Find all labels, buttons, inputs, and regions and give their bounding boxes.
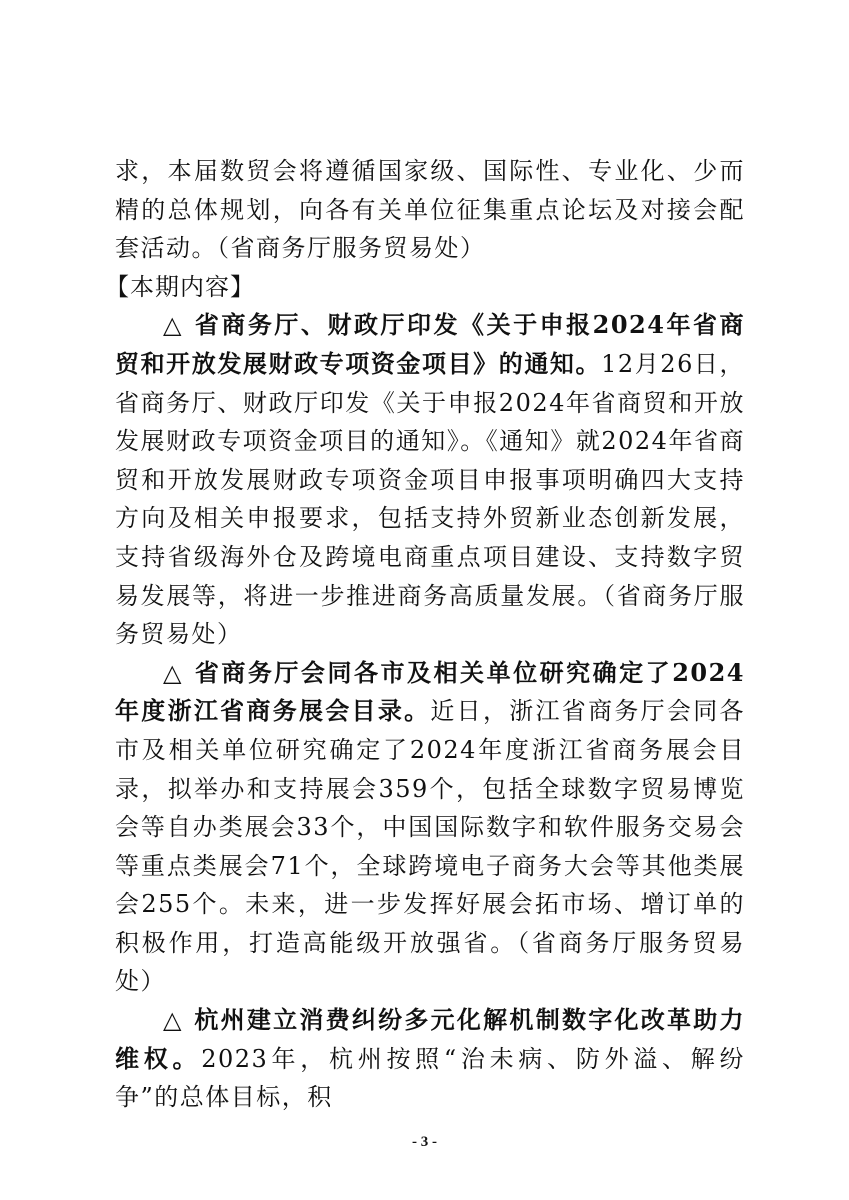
section-heading: 【本期内容】 xyxy=(105,272,255,301)
news-item-body: 2023年，杭州按照“治未病、防外溢、解纷争”的总体目标，积 xyxy=(115,1044,745,1112)
news-item xyxy=(115,306,745,653)
page-number: - 3 - xyxy=(412,1134,437,1150)
news-item-body: 12月26日，省商务厅、财政厅印发《关于申报2024年省商贸和开放发展财政专项资金项目的通知》。《通知》就2024年省商贸和开放发展财政专项资金项目申报事项明确四大支持方向及相关申报要求，包括支持外贸新业态创新发展，支持省级海外仓及跨境电商重点项目建设、支持数字贸易发展等，将进一步推进商务高质量发展。（省商务厅服务贸易处） xyxy=(115,349,746,649)
news-item xyxy=(115,654,745,1001)
news-item xyxy=(115,1001,745,1117)
document-body xyxy=(105,152,746,1117)
news-item-title: △ 省商务厅会同各市及相关单位研究确定了2024年度浙江省商务展会目录。 xyxy=(115,657,745,726)
news-item-title: △ 省商务厅、财政厅印发《关于申报2024年省商贸和开放发展财政专项资金项目》的通知。 xyxy=(115,310,745,378)
news-item-title: △ 杭州建立消费纠纷多元化解机制数字化改革助力维权。 xyxy=(115,1005,745,1073)
news-item-body: 近日，浙江省商务厅会同各市及相关单位研究确定了2024年度浙江省商务展会目录，拟举办和支持展会359个，包括全球数字贸易博览会等自办类展会33个，中国国际数字和软件服务交易会等重点类展会71个，全球跨境电子商务大会等其他类展会255个。未来，进一步发挥好展会拓市场、增订单的积极作用，打造高能级开放强省。（省商务厅服务贸易处） xyxy=(115,697,745,996)
intro-paragraph: 求，本届数贸会将遵循国家级、国际性、专业化、少而精的总体规划，向各有关单位征集重点论坛及对接会配套活动。（省商务厅服务贸易处） xyxy=(115,157,745,263)
